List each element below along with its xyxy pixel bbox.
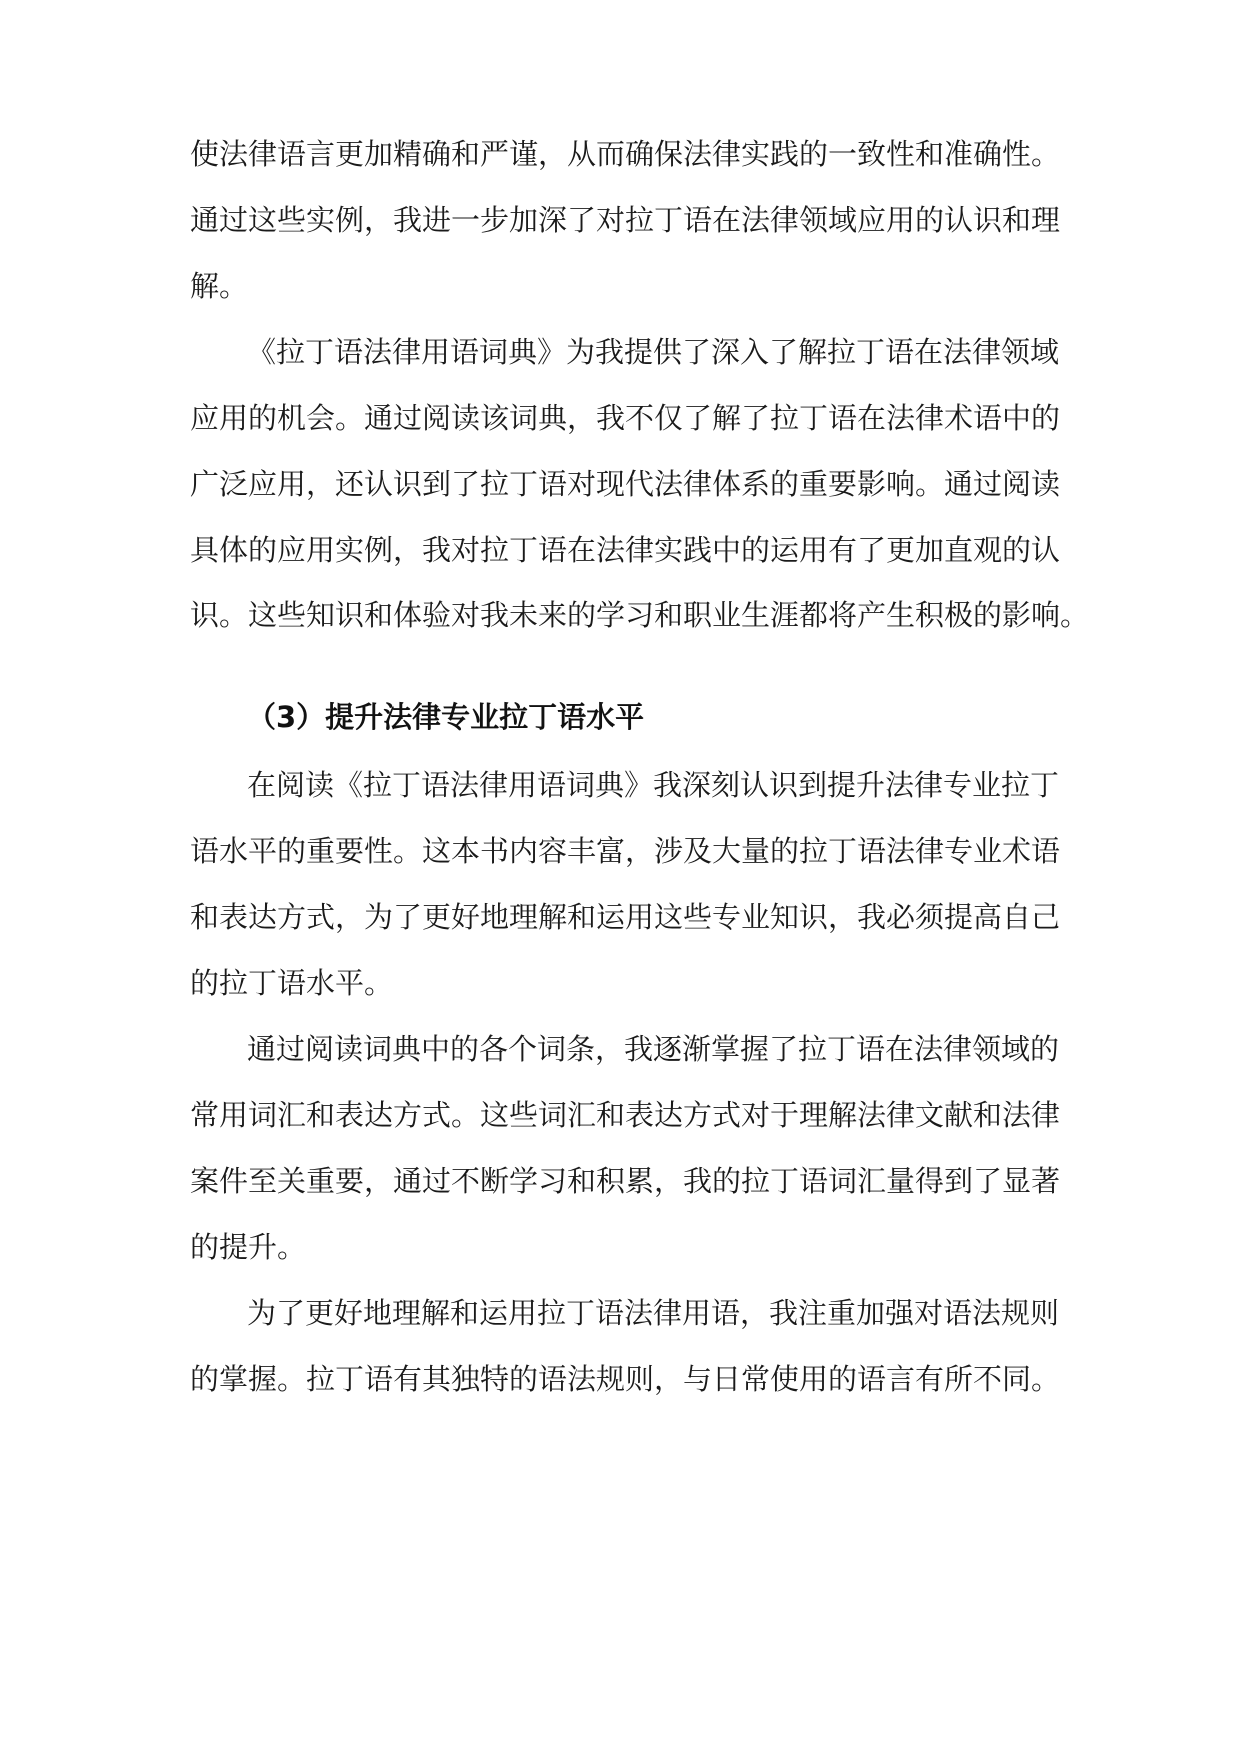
section-heading: （3）提升法律专业拉丁语水平 — [247, 700, 645, 734]
text-line: 具体的应用实例，我对拉丁语在法律实践中的运用有了更加直观的认 — [190, 533, 1061, 567]
text-line: 常用词汇和表达方式。这些词汇和表达方式对于理解法律文献和法律 — [190, 1098, 1061, 1132]
text-line: 和表达方式，为了更好地理解和运用这些专业知识，我必须提高自己 — [190, 900, 1061, 934]
text-line: 识。这些知识和体验对我未来的学习和职业生涯都将产生积极的影响。 — [190, 598, 1090, 632]
text-line: 通过这些实例，我进一步加深了对拉丁语在法律领域应用的认识和理 — [190, 203, 1061, 237]
text-line: 《拉丁语法律用语词典》为我提供了深入了解拉丁语在法律领域 — [247, 335, 1060, 369]
text-line: 的拉丁语水平。 — [190, 966, 394, 1000]
text-line: 案件至关重要，通过不断学习和积累，我的拉丁语词汇量得到了显著 — [190, 1164, 1061, 1198]
text-line: 通过阅读词典中的各个词条，我逐渐掌握了拉丁语在法律领域的 — [247, 1032, 1060, 1066]
text-line: 在阅读《拉丁语法律用语词典》我深刻认识到提升法律专业拉丁 — [247, 768, 1060, 802]
text-line: 的掌握。拉丁语有其独特的语法规则，与日常使用的语言有所不同。 — [190, 1362, 1061, 1396]
text-line: 为了更好地理解和运用拉丁语法律用语，我注重加强对语法规则 — [247, 1296, 1060, 1330]
text-line: 应用的机会。通过阅读该词典，我不仅了解了拉丁语在法律术语中的 — [190, 401, 1061, 435]
text-line: 解。 — [190, 269, 249, 303]
text-line: 使法律语言更加精确和严谨，从而确保法律实践的一致性和准确性。 — [190, 137, 1061, 171]
text-line: 的提升。 — [190, 1230, 307, 1264]
text-line: 语水平的重要性。这本书内容丰富，涉及大量的拉丁语法律专业术语 — [190, 834, 1061, 868]
text-line: 广泛应用，还认识到了拉丁语对现代法律体系的重要影响。通过阅读 — [190, 467, 1061, 501]
